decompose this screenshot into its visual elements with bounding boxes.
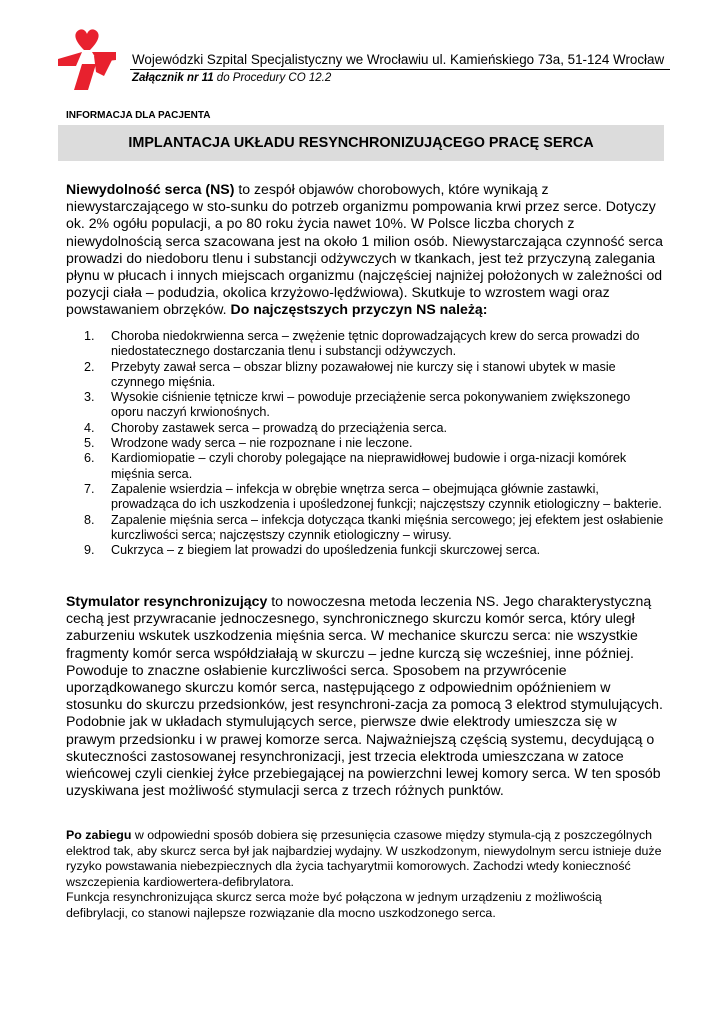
stimulator-text: to nowoczesna metoda leczenia NS. Jego charakterystyczną cechą jest przywracanie jednoczesnego, synchronicznego skurczu komór serca, który uległ zaburzeniu wskutek uszkodzenia mięśnia serca. W mechanice skurczu serca: nie wszystkie fragmenty komór serca współdziałają w skurczu – jedne kurczą się wcześniej, inne później. Powoduje to znaczne osłabienie kurczliwości serca. Sposobem na przywrócenie uporządkowanego skurczu komór serca, następującego z odpowiednim opóźnieniem w stosunku do skurczu przedsionków, jest resynchroni-zacja za pomocą 3 elektrod stymulujących. Podobnie jak w układach stymulujących serce, pierwsze dwie elektrody umieszcza się w prawym przedsionku i w prawej komorze serca. Najważniejszą częścią systemu, decydującą o skuteczności zastosowanej resynchronizacji, jest trzecia elektroda umieszczana w zatoce wieńcowej czyli cienkiej żyłce przebiegającej na powierzchni lewej komory serca. W ten sposób uzyskiwana jest możliwość stymulacji serca z trzech różnych punktów. [66,593,663,799]
heart-failure-paragraph [66,181,666,319]
after-procedure-term: Po zabiegu [66,828,132,842]
list-text: Wrodzone wady serca – nie rozpoznane i nie leczone. [111,436,413,451]
list-number: 4. [84,420,95,435]
stimulator-term: Stymulator resynchronizujący [66,593,268,609]
list-number: 2. [84,359,95,374]
list-item [84,482,664,513]
stimulator-paragraph [66,593,666,799]
list-number: 5. [84,436,95,451]
list-item [84,513,664,544]
list-item [84,390,664,421]
list-item [84,436,664,451]
list-text: Kardiomiopatie – czyli choroby polegające na nieprawidłowej budowie i orga-nizacji komórek mięśnia serca. [111,451,627,481]
causes-list [84,329,664,558]
title-bar [58,125,664,161]
list-number: 6. [84,451,95,466]
info-label: INFORMACJA DLA PACJENTA [66,110,211,121]
list-number: 7. [84,481,95,496]
list-item [84,329,664,360]
hospital-logo-icon [54,26,120,92]
annex-number: Załącznik nr 11 [132,72,214,84]
list-item [84,421,664,436]
list-text: Choroby zastawek serca – prowadzą do przeciążenia serca. [111,420,448,435]
list-text: Wysokie ciśnienie tętnicze krwi – powoduje przeciążenie serca pokonywaniem zwiększonego oporu naczyń krwionośnych. [111,390,631,420]
heart-failure-text: to zespół objawów chorobowych, które wynikają z niewystarczającego w sto-sunku do potrzeb organizmu pompowania krwi przez serce. Dotyczy ok. 2% ogółu populacji, a po 80 roku życia nawet 10%. W Polsce liczba chorych z niewydolnością serca szacowana jest na około 1 milion osób. Niewystarczająca czynność serca prowadzi do niedoboru tlenu i substancji odżywczych w tkankach, jest też przyczyną zalegania płynu w płucach i innych miejscach organizmu (najczęściej najniżej położonych w zależności od pozycji ciała – podudzia, okolica krzyżowo-lędźwiowa). Skutkuje to wzrostem wagi oraz powstawaniem obrzęków. [66,181,663,318]
list-item [84,543,664,558]
annex-procedure: do Procedury CO 12.2 [213,72,332,84]
list-text: Cukrzyca – z biegiem lat prowadzi do upośledzenia funkcji skurczowej serca. [111,543,541,558]
after-procedure-text: w odpowiedni sposób dobiera się przesunięcia czasowe między stymula-cją z poszczególnych elektrod tak, aby skurcz serca był jak najbardziej wydajny. W uszkodzonym, niewydolnym sercu istnieje duże ryzyko powstawania niebezpiecznych dla życia tachyarytmii komorowych. Zachodzi wtedy konieczność wszczepienia kardiowertera-defibrylatora. [66,828,662,889]
list-item [84,451,664,482]
heart-failure-term: Niewydolność serca (NS) [66,181,235,197]
defibrillation-text: Funkcja resynchronizująca skurcz serca może być połączona w jednym urządzeniu z możliwością defibrylacji, co stanowi najlepsze rozwiązanie dla mocno uszkodzonego serca. [66,890,602,920]
list-text: Zapalenie wsierdzia – infekcja w obrębie wnętrza serca – obejmująca głównie zastawki, prowadząca do ich uszkodzenia i upośledzonej funkcji; najczęstszy czynnik etiologiczny – bakterie. [111,481,662,512]
list-item [84,360,664,391]
page-title: IMPLANTACJA UKŁADU RESYNCHRONIZUJĄCEGO PRACĘ SERCA [128,135,594,151]
list-text: Przebyty zawał serca – obszar blizny pozawałowej nie kurczy się i stanowi ubytek w masie czynnego mięśnia. [111,359,616,389]
list-number: 1. [84,329,95,343]
header-divider [130,69,670,70]
list-text: Zapalenie mięśnia serca – infekcja dotycząca tkanki mięśnia sercowego; jej efektem jest osłabienie kurczliwości serca; najczęstszy czynnik etiologiczny – wirusy. [111,512,664,542]
list-number: 3. [84,390,95,405]
after-procedure-paragraph [66,828,666,922]
hospital-name-address: Wojewódzki Szpital Specjalistyczny we Wrocławiu ul. Kamieńskiego 73a, 51-124 Wrocław [132,52,665,67]
list-text: Choroba niedokrwienna serca – zwężenie tętnic doprowadzających krew do serca prowadzi do niedostatecznego dostarczania tlenu i substancji odżywczych. [111,329,640,359]
list-number: 9. [84,543,95,558]
causes-heading: Do najczęstszych przyczyn NS należą: [230,301,488,318]
annex-reference [132,72,331,84]
list-number: 8. [84,512,95,527]
